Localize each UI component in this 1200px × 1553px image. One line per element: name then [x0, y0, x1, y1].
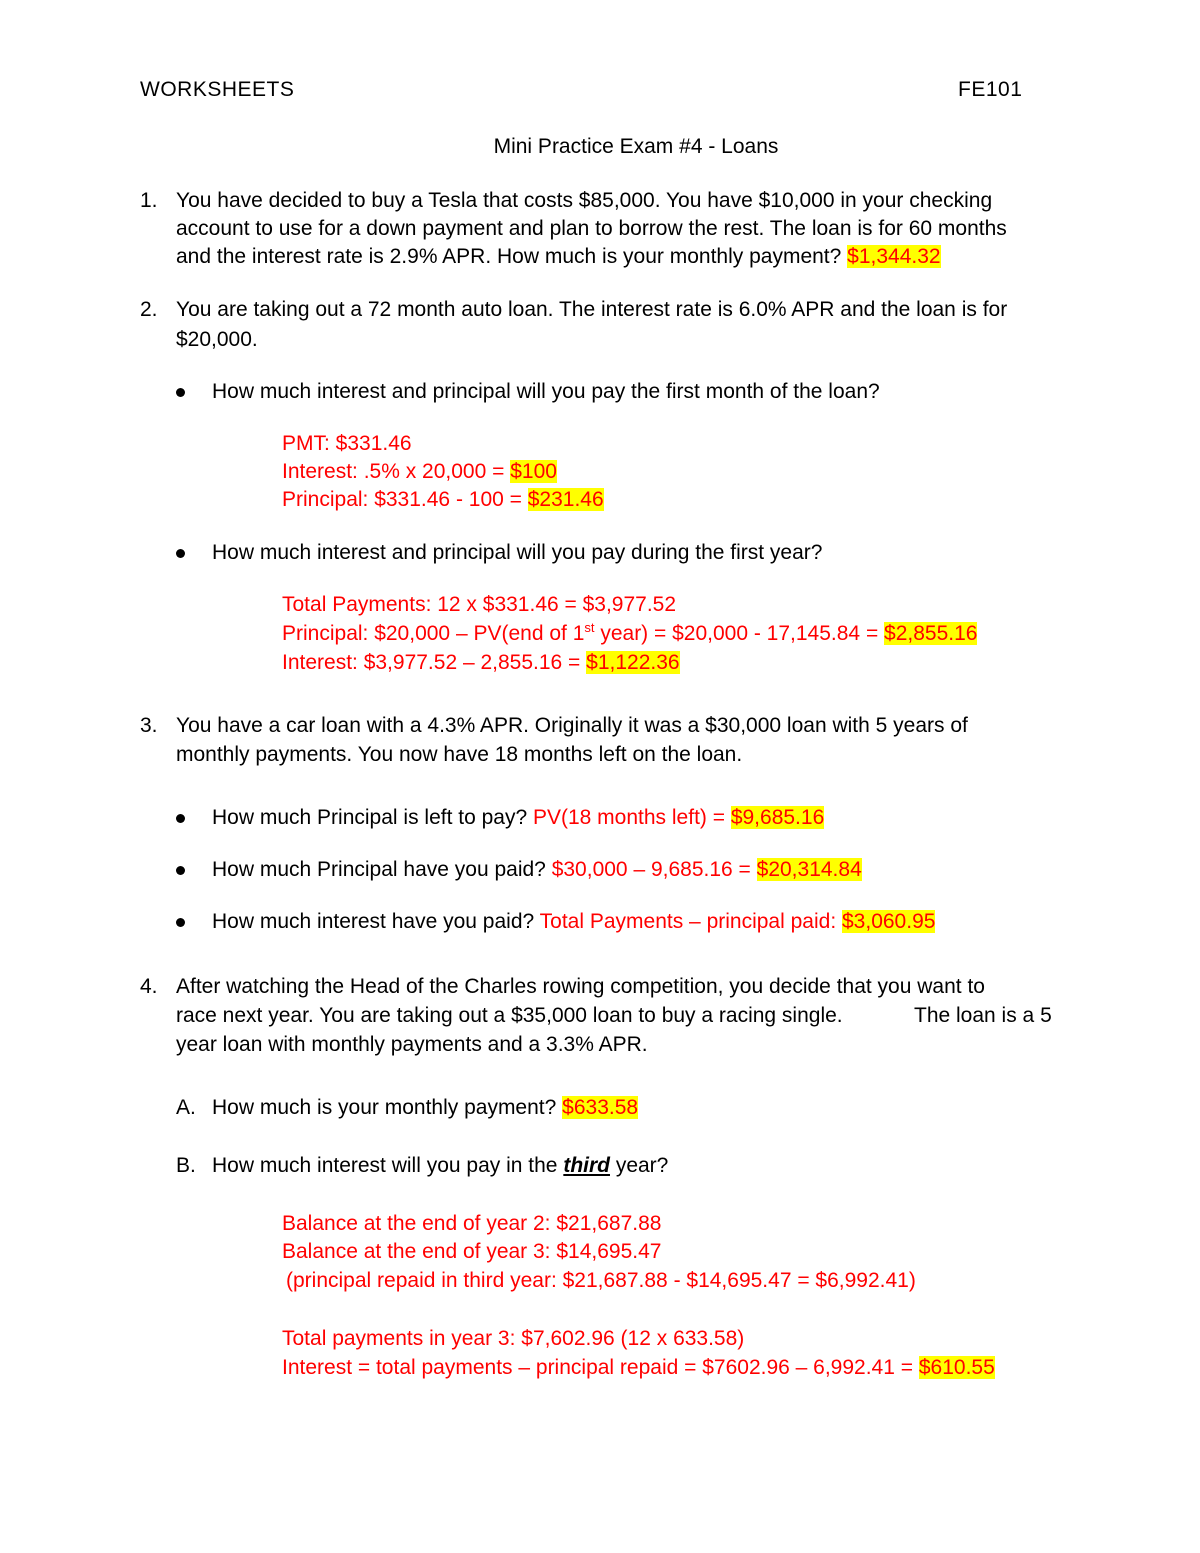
q4b-bal3: Balance at the end of year 3: $14,695.47	[282, 1240, 662, 1263]
q4b-total: Total payments in year 3: $7,602.96 (12 x 633.58)	[282, 1327, 745, 1350]
q4a-answer: $633.58	[562, 1096, 639, 1119]
q1-answer: $1,344.32	[847, 245, 941, 268]
q4-number: 4.	[140, 975, 158, 998]
q2b-principal	[282, 620, 977, 648]
q2b-question: How much interest and principal will you pay during the first year?	[212, 541, 823, 564]
q2b-principal-post: year) = $20,000 - 17,145.84 =	[594, 622, 885, 645]
q1-line3: and the interest rate is 2.9% APR. How much is your monthly payment?	[176, 245, 842, 268]
q2-number: 2.	[140, 298, 158, 321]
q2b-principal-sup: st	[584, 620, 595, 635]
q3a-question: How much Principal is left to pay?	[212, 806, 528, 829]
bullet-icon	[176, 549, 185, 558]
bullet-icon	[176, 918, 185, 927]
q4b-question-post: year?	[609, 1154, 669, 1177]
q3c-answer: $3,060.95	[842, 910, 936, 933]
q2a-interest	[282, 458, 557, 486]
q4-line2a: race next year. You are taking out a $35,000 loan to buy a racing single.	[176, 1004, 843, 1027]
q3b-question: How much Principal have you paid?	[212, 858, 546, 881]
bullet-icon	[176, 866, 185, 875]
bullet-icon	[176, 388, 185, 397]
q4b-interest-answer: $610.55	[918, 1356, 995, 1379]
q2b-total: Total Payments: 12 x $331.46 = $3,977.52	[282, 593, 677, 616]
q3b-answer: $20,314.84	[756, 858, 862, 881]
header-left: WORKSHEETS	[140, 78, 295, 101]
q4a-label: A.	[176, 1096, 196, 1119]
q3-number: 3.	[140, 714, 158, 737]
q3a-answer: $9,685.16	[730, 806, 825, 829]
q2a-question: How much interest and principal will you pay the first month of the loan?	[212, 380, 880, 403]
q3c-work: Total Payments – principal paid:	[539, 910, 837, 933]
q3b-work: $30,000 – 9,685.16 =	[551, 858, 757, 881]
q3a	[212, 804, 824, 832]
q4-line2b: The loan is a 5	[914, 1004, 1052, 1027]
q3b	[212, 856, 862, 884]
q3a-work: PV(18 months left) =	[532, 806, 731, 829]
q4b-question-pre: How much interest will you pay in the	[212, 1154, 564, 1177]
q1-line1: You have decided to buy a Tesla that costs $85,000. You have $10,000 in your checking	[176, 189, 993, 212]
q4b-question	[212, 1152, 668, 1180]
q1-number: 1.	[140, 189, 158, 212]
q2a-principal-text: Principal: $331.46 - 100 =	[282, 488, 528, 511]
q2-line1: You are taking out a 72 month auto loan. The interest rate is 6.0% APR and the loan is for	[176, 298, 1008, 321]
q3c	[212, 908, 935, 936]
q3c-question: How much interest have you paid?	[212, 910, 535, 933]
q2a-interest-text: Interest: .5% x 20,000 =	[282, 460, 511, 483]
q1-line2: account to use for a down payment and plan to borrow the rest. The loan is for 60 months	[176, 217, 1007, 240]
page-title: Mini Practice Exam #4 - Loans	[493, 135, 779, 158]
header-right: FE101	[958, 78, 1023, 101]
q2b-interest-answer: $1,122.36	[586, 651, 680, 674]
q2b-principal-pre: Principal: $20,000 – PV(end of 1	[282, 622, 585, 645]
q4a-question: How much is your monthly payment?	[212, 1096, 557, 1119]
q2a-principal	[282, 486, 604, 514]
q4b-repaid: (principal repaid in third year: $21,687.88 - $14,695.47 = $6,992.41)	[286, 1269, 916, 1292]
q4-line3: year loan with monthly payments and a 3.3% APR.	[176, 1033, 648, 1056]
q2a-principal-answer: $231.46	[527, 488, 604, 511]
q4a	[212, 1094, 638, 1122]
q2a-pmt: PMT: $331.46	[282, 432, 412, 455]
q4b-interest-text: Interest = total payments – principal repaid = $7602.96 – 6,992.41 =	[282, 1356, 919, 1379]
q4b-bal2: Balance at the end of year 2: $21,687.88	[282, 1212, 662, 1235]
q4-line1: After watching the Head of the Charles rowing competition, you decide that you want to	[176, 975, 985, 998]
q2b-interest	[282, 649, 680, 677]
q2-line2: $20,000.	[176, 328, 258, 351]
q2b-interest-text: Interest: $3,977.52 – 2,855.16 =	[282, 651, 587, 674]
q1-line3-container	[176, 243, 941, 271]
q3-line2: monthly payments. You now have 18 months left on the loan.	[176, 743, 743, 766]
q4b-question-em: third	[563, 1154, 610, 1177]
q4b-interest	[282, 1354, 995, 1382]
q3-line1: You have a car loan with a 4.3% APR. Originally it was a $30,000 loan with 5 years of	[176, 714, 968, 737]
q4b-label: B.	[176, 1154, 196, 1177]
bullet-icon	[176, 814, 185, 823]
q2b-principal-answer: $2,855.16	[884, 622, 978, 645]
q2a-interest-answer: $100	[510, 460, 557, 483]
